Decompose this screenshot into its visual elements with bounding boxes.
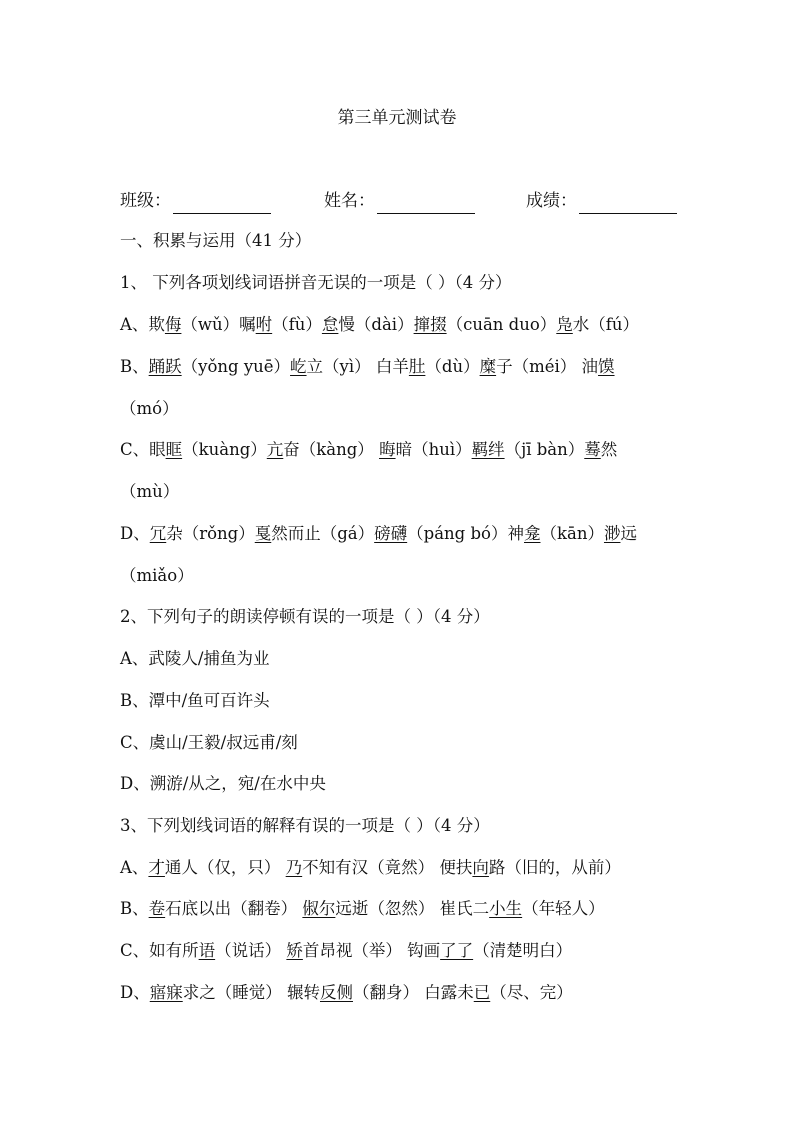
name-label: 姓名： [324,191,375,211]
section-heading: 一、积累与运用（41 分） [120,231,312,250]
q2-stem: 2、下列句子的朗读停顿有误的一项是（ ）（4 分） [120,607,490,626]
option-text: 路（旧的，从前） [488,858,621,877]
q1-option-b [120,355,615,379]
underlined-term: 乃 [285,858,303,877]
score-field [526,188,677,214]
q3-option-b [120,897,605,921]
underlined-term: 冗 [149,524,167,543]
underlined-term: 怠 [321,315,339,334]
underlined-term: 已 [473,983,491,1002]
q1-option-c-cont: （mù） [120,482,180,501]
underlined-term: 磅礴 [374,524,408,543]
underlined-term: 渺 [603,524,621,543]
q3-option-a [120,856,621,880]
class-field [120,188,271,214]
option-text: （páng bó）神 [407,524,524,543]
underlined-term: 小生 [489,899,523,918]
option-text: （fù） [272,315,322,334]
underlined-term: 俶尔 [302,899,336,918]
option-text: 然 [600,440,618,459]
class-label: 班级： [120,191,171,211]
q3-option-d [120,981,573,1005]
underlined-term: 踊跃 [148,357,182,376]
class-blank[interactable] [173,193,271,214]
name-field [324,188,475,214]
student-info-row [120,188,680,214]
option-text: （说话） [215,941,287,960]
underlined-term: 屹 [290,357,307,376]
underlined-term: 龛 [524,524,541,543]
option-text: （清楚明白） [473,941,573,960]
option-text: 不知有汉（竟然） 便扶 [302,858,473,877]
underlined-term: 向 [472,858,489,877]
underlined-term: 蓦 [584,440,601,459]
q2-option-c: C、虞山/王毅/叔远甫/刻 [120,733,298,752]
q1-stem: 1、 下列各项划线词语拼音无误的一项是（ ）（4 分） [120,273,512,292]
q1-option-d-cont: （miǎo） [120,566,194,585]
underlined-term: 馍 [598,357,615,376]
option-text: （kān） [540,524,604,543]
option-text: （dù） [425,357,480,376]
option-text: A、 [120,858,149,877]
option-text: （尽、完） [490,983,573,1002]
underlined-term: 眶 [165,440,183,459]
score-blank[interactable] [579,193,677,214]
q2-option-d: D、溯游/从之，宛/在水中央 [120,774,326,793]
underlined-term: 卷 [148,899,166,918]
page-title: 第三单元测试卷 [337,108,457,128]
option-text: 杂（rǒng） [166,524,255,543]
q3-stem: 3、下列划线词语的解释有误的一项是（ ）（4 分） [120,816,490,835]
option-text: （yǒng yuē） [181,357,291,376]
underlined-term: 侮 [164,315,182,334]
option-text: 求之（睡觉） 辗转 [182,983,320,1002]
underlined-term: 反侧 [319,983,353,1002]
option-text: B、 [120,357,149,376]
underlined-term: 撺掇 [413,315,447,334]
option-text: A、欺 [120,315,165,334]
option-text: 远 [620,524,637,543]
option-text: 水（fú） [572,315,640,334]
q2-option-b: B、潭中/鱼可百许头 [120,691,270,710]
option-text: 立（yì） 白羊 [306,357,409,376]
underlined-term: 肚 [408,357,426,376]
option-text: （kuàng） [182,440,267,459]
option-text: 子（méi） 油 [496,357,599,376]
underlined-term: 晦 [379,440,396,459]
option-text: （翻身） 白露未 [352,983,474,1002]
option-text: （jī bàn） [504,440,585,459]
underlined-term: 咐 [255,315,273,334]
underlined-term: 了了 [440,941,474,960]
option-text: C、如有所 [120,941,199,960]
option-text: 然而止（gá） [271,524,375,543]
option-text: 奋（kàng） [283,440,380,459]
option-text: D、 [120,983,150,1002]
q1-option-d [120,522,637,546]
option-text: 慢（dài） [338,315,414,334]
option-text: D、 [120,524,150,543]
q1-option-a [120,313,639,337]
underlined-term: 羁绊 [471,440,505,459]
underlined-term: 矫 [286,941,303,960]
option-text: （年轻人） [522,899,605,918]
option-text: （cuān duo） [446,315,557,334]
underlined-term: 戛 [254,524,272,543]
name-blank[interactable] [377,193,475,214]
q3-option-c [120,939,572,963]
underlined-term: 语 [198,941,216,960]
q1-option-c [120,438,617,462]
underlined-term: 寤寐 [149,983,183,1002]
q2-option-a: A、武陵人/捕鱼为业 [120,649,270,668]
option-text: 远逝（忽然） 崔氏二 [335,899,490,918]
score-label: 成绩： [526,191,577,211]
q1-option-b-cont: （mó） [120,399,179,418]
option-text: （wǔ）嘱 [181,315,256,334]
underlined-term: 才 [148,858,165,877]
option-text: 暗（huì） [395,440,472,459]
option-text: B、 [120,899,149,918]
option-text: 石底以出（翻卷） [165,899,303,918]
option-text: C、眼 [120,440,166,459]
underlined-term: 糜 [479,357,497,376]
option-text: 通人（仅，只） [164,858,286,877]
underlined-term: 凫 [556,315,573,334]
underlined-term: 亢 [266,440,284,459]
option-text: 首昂视（举） 钩画 [302,941,441,960]
